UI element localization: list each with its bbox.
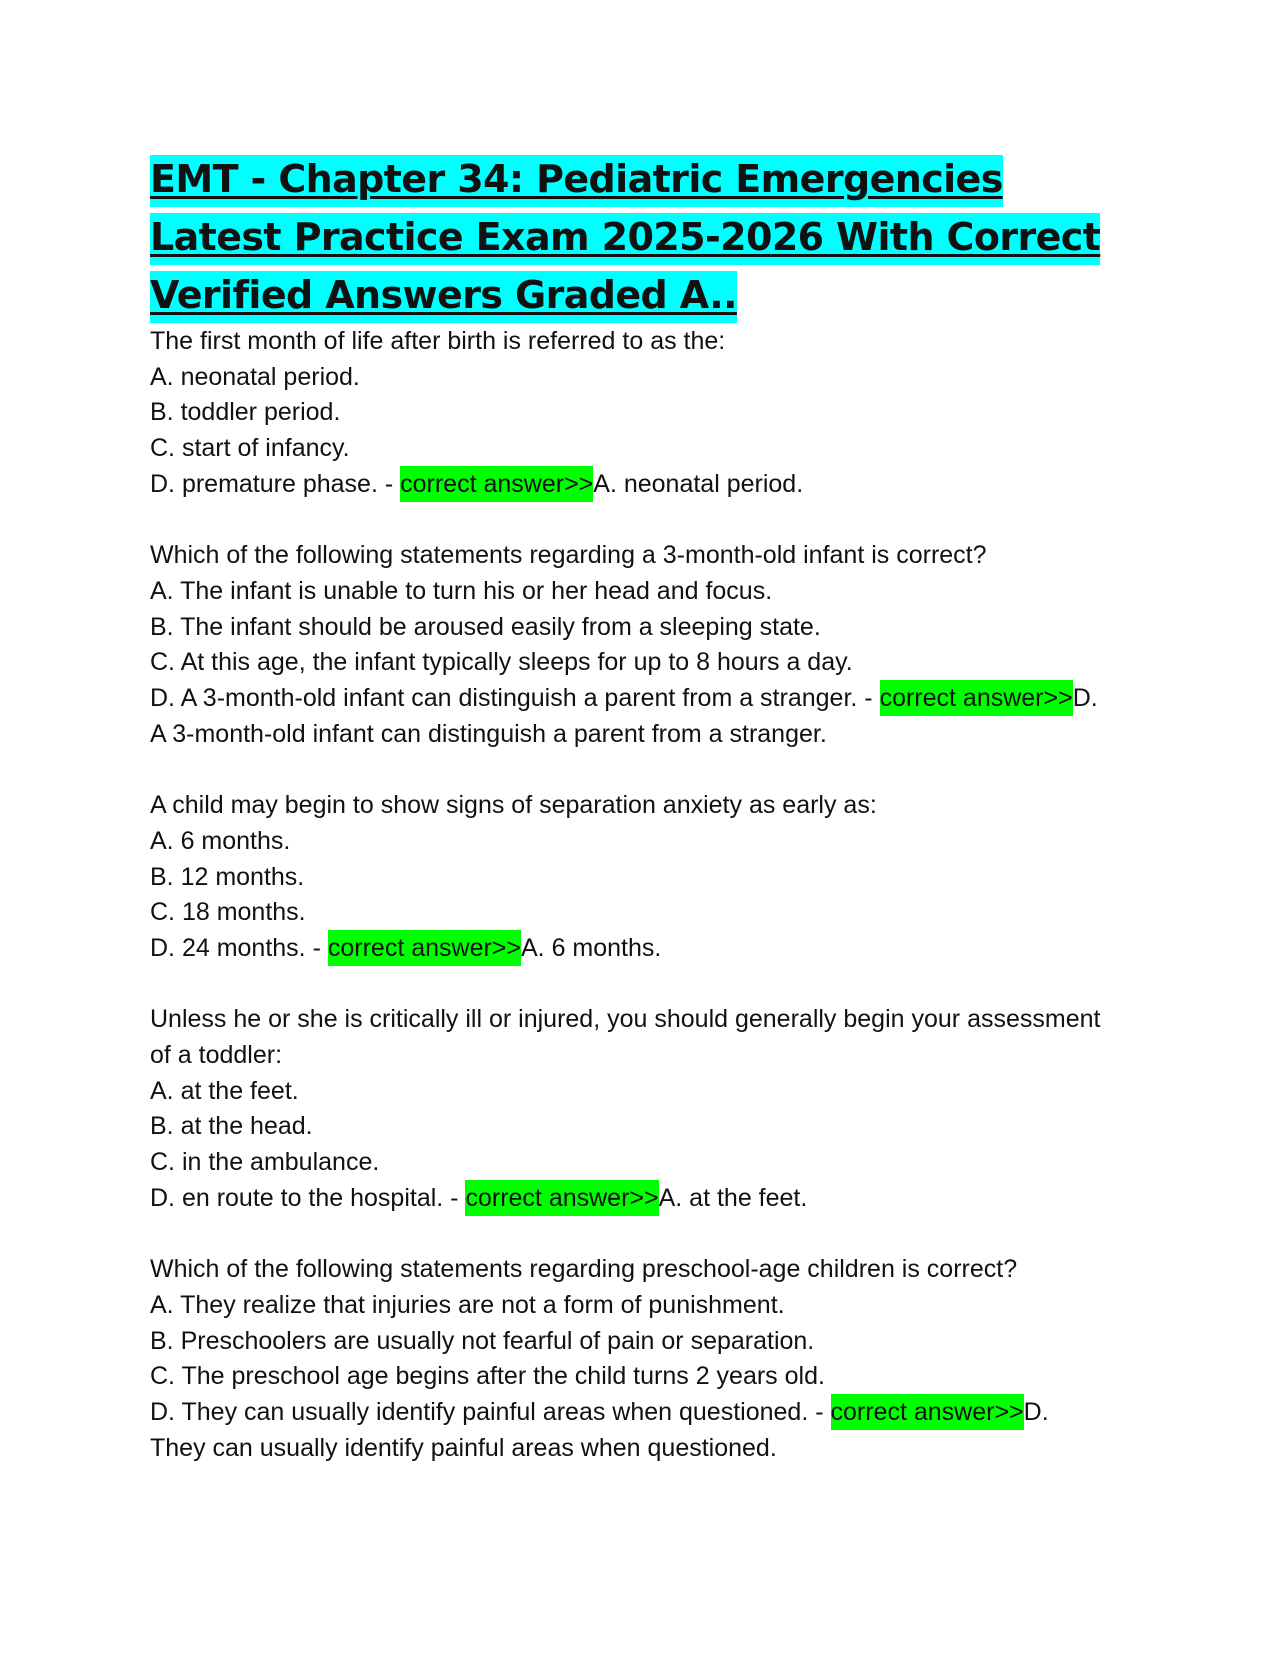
option-d: D. They can usually identify painful areas when questioned. - (150, 1398, 831, 1427)
correct-answer: A. at the feet. (658, 1183, 808, 1212)
option-c: C. The preschool age begins after the child turns 2 years old. (150, 1362, 825, 1391)
correct-answer: A. 6 months. (521, 933, 662, 962)
option-b: B. at the head. (150, 1112, 313, 1141)
option-d: D. A 3-month-old infant can distinguish a parent from a stranger. - (150, 684, 880, 713)
option-b: B. The infant should be aroused easily from a sleeping state. (150, 612, 821, 641)
option-b: B. toddler period. (150, 398, 341, 427)
option-d: D. en route to the hospital. - (150, 1183, 466, 1212)
question-block-3 (150, 788, 1110, 967)
correct-answer: D. They can usually identify painful areas when questioned. (150, 1398, 1049, 1462)
answer-tag: correct answer>> (400, 466, 593, 502)
correct-answer: A. neonatal period. (593, 469, 804, 498)
option-b: B. Preschoolers are usually not fearful of pain or separation. (150, 1326, 815, 1355)
document-page (150, 150, 1110, 1502)
question-text: A child may begin to show signs of separation anxiety as early as: (150, 791, 877, 820)
option-a: A. neonatal period. (150, 362, 360, 391)
question-block-2 (150, 538, 1110, 752)
option-d: D. premature phase. - (150, 469, 401, 498)
question-text: The first month of life after birth is referred to as the: (150, 327, 726, 355)
answer-tag: correct answer>> (465, 1180, 658, 1216)
title-highlight: EMT - Chapter 34: Pediatric Emergencies Latest Practice Exam 2025-2026 With Correct Verified Answers Graded A.. (150, 155, 1100, 323)
answer-tag: correct answer>> (328, 930, 521, 966)
question-block-1 (150, 324, 1110, 503)
option-d-with-answer (150, 1181, 1110, 1217)
correct-answer: D. A 3-month-old infant can distinguish a parent from a stranger. (150, 684, 1098, 748)
option-a: A. at the feet. (150, 1076, 299, 1105)
document-title (150, 150, 1110, 324)
question-text: Unless he or she is critically ill or injured, you should generally begin your assessment of a toddler: (150, 1005, 1101, 1070)
option-d-with-answer (150, 931, 1110, 967)
option-d-with-answer (150, 1395, 1110, 1466)
option-d-with-answer (150, 681, 1110, 752)
question-block-4 (150, 1002, 1110, 1216)
answer-tag: correct answer>> (831, 1394, 1024, 1430)
question-block-5 (150, 1252, 1110, 1466)
option-a: A. They realize that injuries are not a form of punishment. (150, 1290, 785, 1319)
option-a: A. 6 months. (150, 826, 291, 855)
option-c: C. 18 months. (150, 898, 306, 927)
option-b: B. 12 months. (150, 862, 305, 891)
question-text: Which of the following statements regarding a 3-month-old infant is correct? (150, 541, 987, 570)
option-d: D. 24 months. - (150, 933, 328, 962)
question-text: Which of the following statements regarding preschool-age children is correct? (150, 1255, 1018, 1284)
option-c: C. At this age, the infant typically sleeps for up to 8 hours a day. (150, 648, 853, 677)
option-c: C. start of infancy. (150, 434, 350, 463)
option-c: C. in the ambulance. (150, 1148, 380, 1177)
option-d-with-answer (150, 467, 1110, 503)
option-a: A. The infant is unable to turn his or her head and focus. (150, 576, 773, 605)
answer-tag: correct answer>> (880, 680, 1073, 716)
